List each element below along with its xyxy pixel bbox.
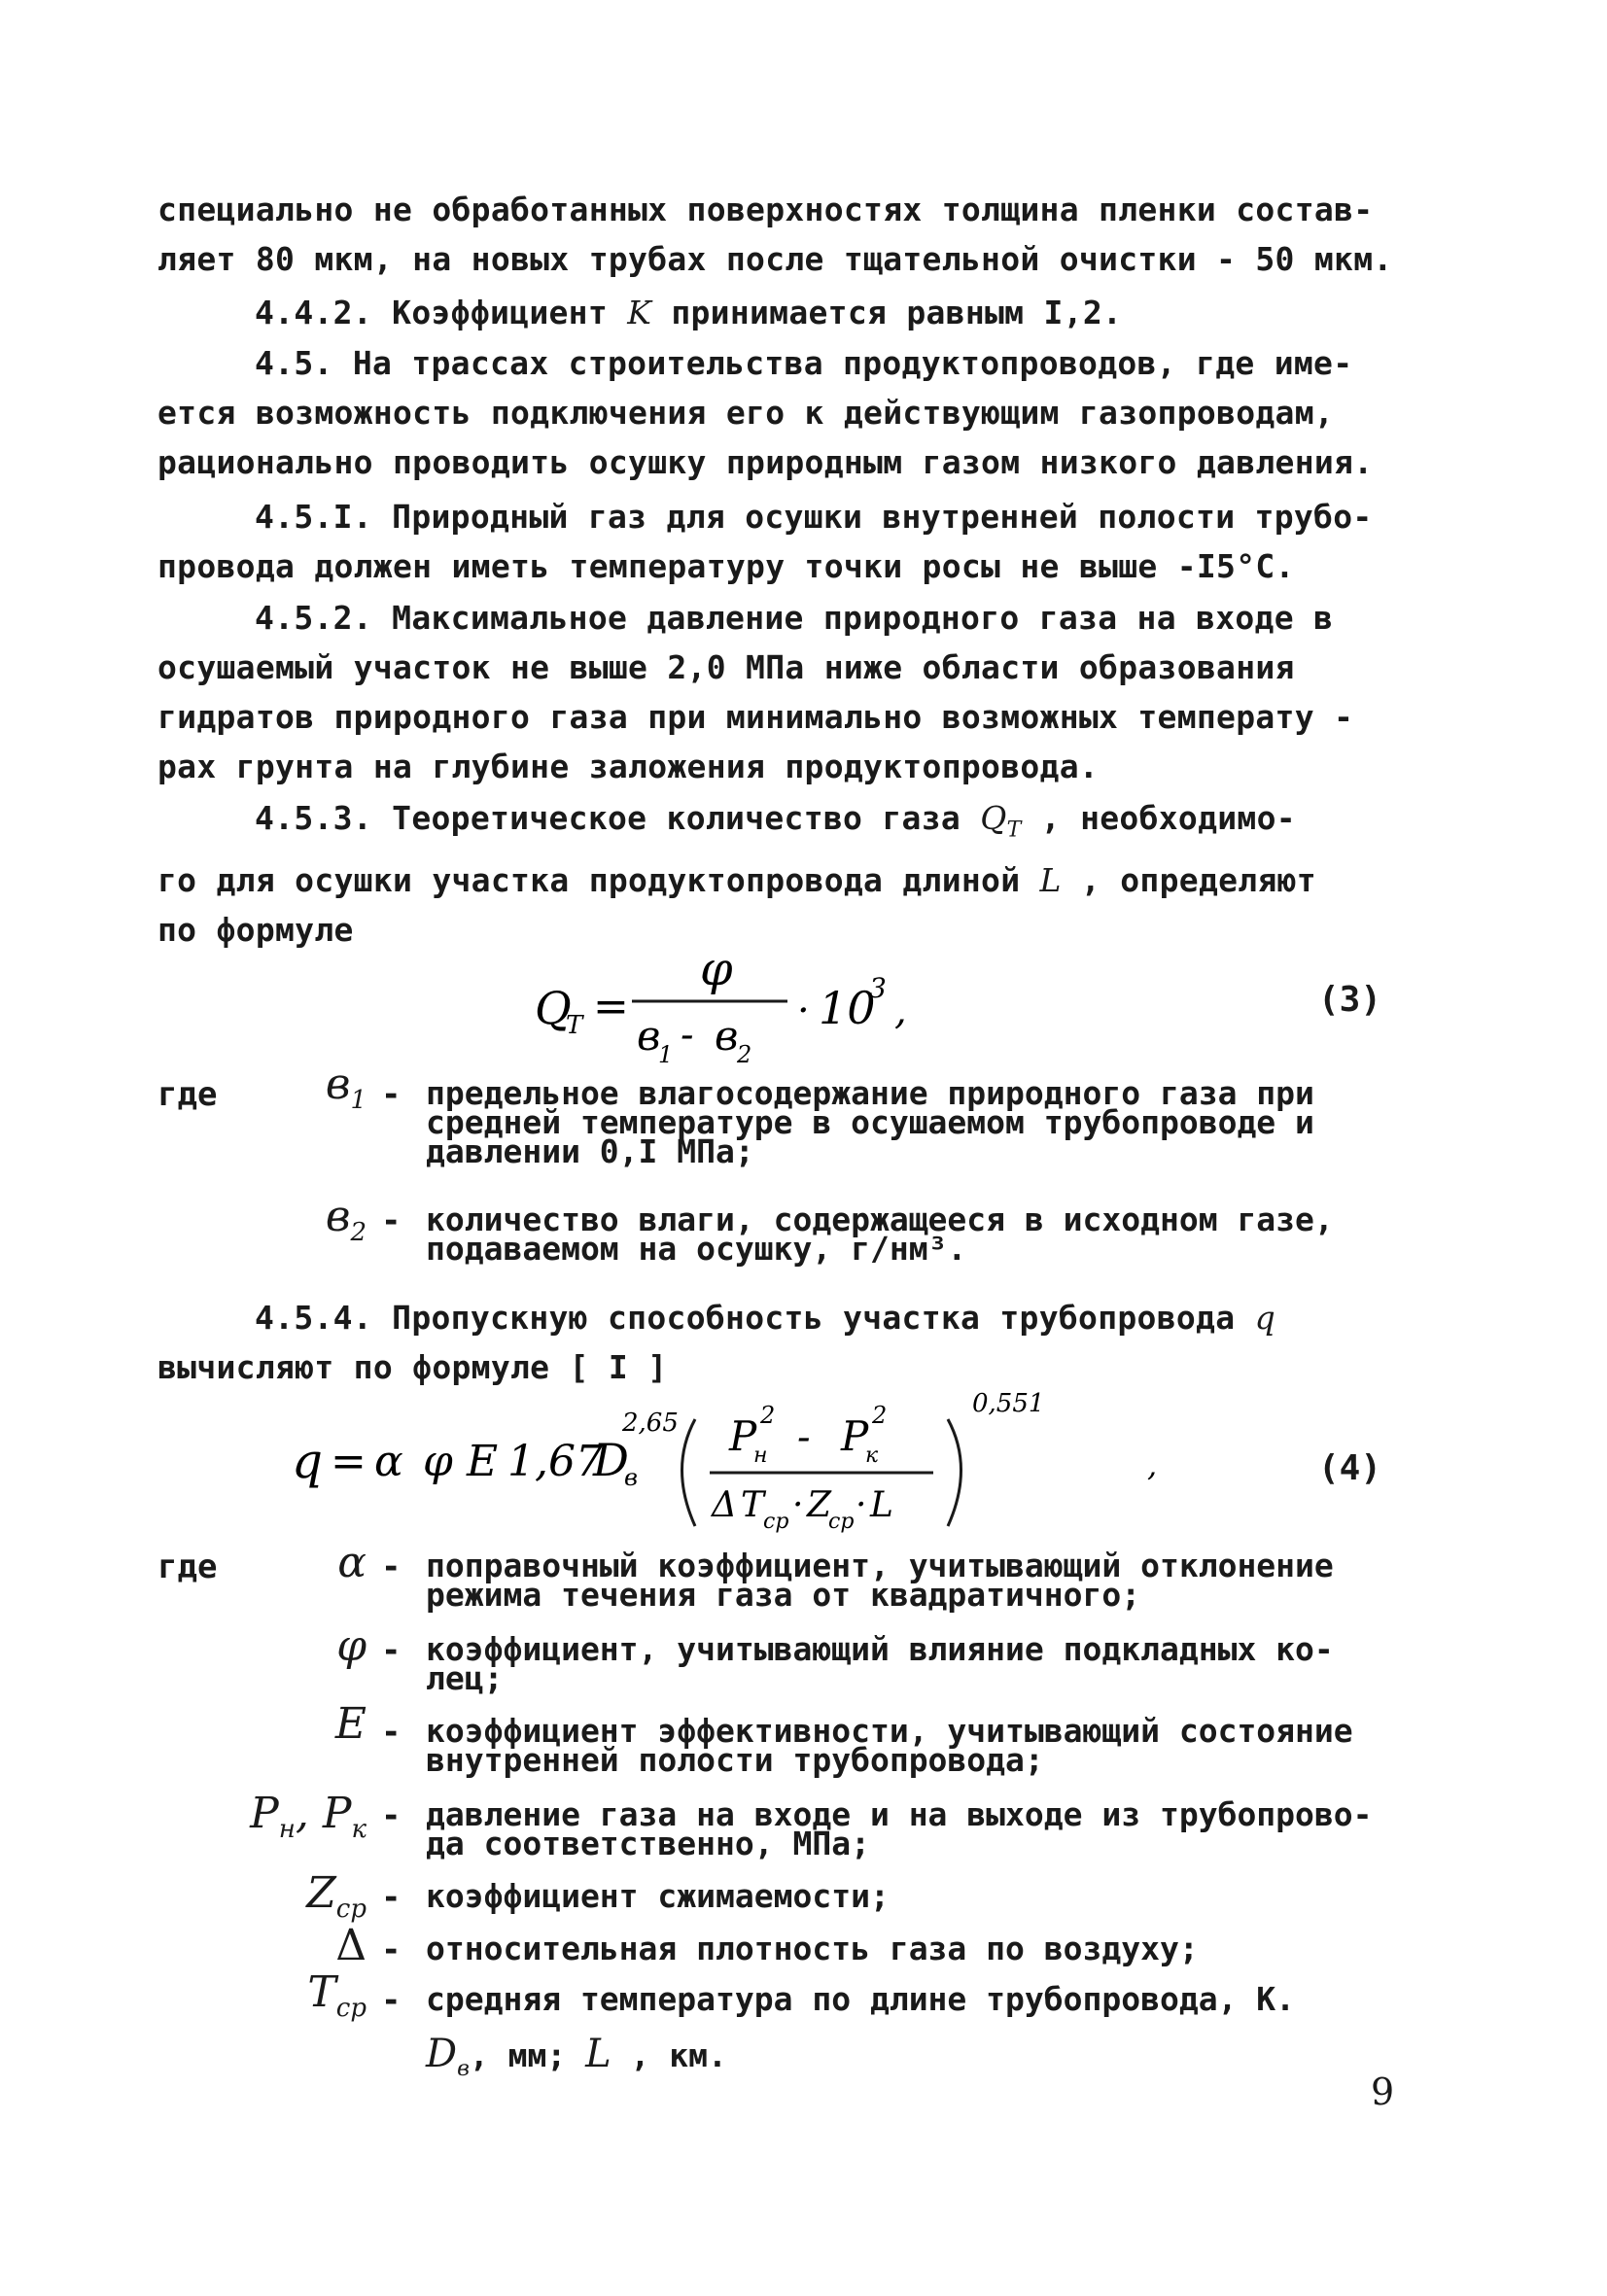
svg-text:н: н	[753, 1444, 768, 1468]
equation-number-3: (3)	[1317, 980, 1381, 1020]
symbol-zcp: $Z_{ср}$	[306, 1868, 367, 1924]
symbol-alpha: α	[337, 1538, 367, 1587]
symbol-phi: φ	[336, 1621, 367, 1671]
svg-text:2: 2	[760, 1402, 776, 1429]
svg-text:-: -	[681, 1013, 694, 1058]
dash: -	[381, 1201, 402, 1240]
dash: -	[381, 1075, 402, 1114]
svg-text:Δ: Δ	[712, 1485, 737, 1525]
svg-text:ср: ср	[763, 1510, 789, 1534]
svg-text:2: 2	[737, 1041, 752, 1068]
dash: -	[381, 1796, 402, 1835]
svg-text:ср: ср	[828, 1510, 855, 1534]
dash: -	[381, 1548, 402, 1586]
definition-tcp: средняя температура по длине трубопровода, К.	[426, 1980, 1296, 2018]
symbol-b2: $в_2$	[325, 1192, 367, 1247]
definition-zcp: коэффициент сжимаемости;	[426, 1877, 890, 1915]
svg-text:T: T	[566, 1011, 583, 1040]
formula-3	[506, 931, 1050, 1077]
svg-text:в: в	[637, 1012, 661, 1060]
svg-text:L: L	[870, 1485, 893, 1525]
symbol-pn-pk: $P_н$, $P_к$	[250, 1789, 367, 1844]
paragraph-thickness: специально не обработанных поверхностях толщина пленки состав- ляет 80 мкм, на новых трубах после тщательной очистки - 50 мкм.	[157, 191, 1393, 278]
paragraph-4-5-1: 4.5.I. Природный газ для осушки внутренней полости трубо- провода должен иметь температуру точки росы не выше -I5°С.	[157, 498, 1373, 585]
svg-text:·: ·	[792, 1485, 804, 1525]
paragraph-4-5: 4.5. На трассах строительства продуктопроводов, где име- ется возможность подключения его к действующим газопроводам, рационально проводить осушку природным газом низкого давления.	[157, 344, 1374, 481]
symbol-tcp: $T_{ср}$	[307, 1967, 367, 2023]
paragraph-4-4-2: 4.4.2. Коэффициент K принимается равным I,2.	[255, 294, 1123, 331]
symbol-e: E	[334, 1699, 367, 1749]
definition-alpha: поправочный коэффициент, учитывающий отклонение режима течения газа от квадратичного;	[426, 1547, 1334, 1614]
svg-text:T: T	[741, 1485, 765, 1525]
svg-text:E: E	[467, 1437, 499, 1486]
svg-text:P: P	[841, 1412, 869, 1460]
where-label: где	[157, 1075, 218, 1114]
svg-text:1: 1	[658, 1041, 674, 1068]
svg-text:0,551: 0,551	[972, 1389, 1045, 1418]
svg-text:к: к	[865, 1444, 879, 1468]
svg-text:P: P	[729, 1412, 757, 1460]
symbol-b1: $в_1$	[325, 1060, 367, 1115]
definition-pn-pk: давление газа на входе и на выходе из трубопрово- да соответственно, МПа;	[426, 1795, 1373, 1862]
dash: -	[381, 1981, 402, 2020]
svg-text:φ: φ	[700, 942, 733, 996]
units-line: $D_в$, мм; L , км.	[426, 2032, 727, 2081]
page-number: 9	[1371, 2070, 1395, 2113]
dash: -	[381, 1713, 402, 1752]
paragraph-4-5-3: 4.5.3. Теоретическое количество газа $Q_T$ , необходимо- го для осушки участка продуктопровода длиной L , определяют по формуле	[157, 799, 1316, 949]
svg-text:=: =	[331, 1437, 367, 1486]
symbol-delta: Δ	[335, 1921, 367, 1970]
svg-text:3: 3	[869, 972, 887, 1004]
definition-b2: количество влаги, содержащееся в исходном газе, подаваемом на осушку, г/нм³.	[426, 1200, 1334, 1268]
svg-text:2,65: 2,65	[622, 1409, 679, 1438]
paragraph-4-5-2: 4.5.2. Максимальное давление природного газа на входе в осушаемый участок не выше 2,0 МПа ниже области образования гидратов природного газа при минимально возможных температу - рах грунта на глубине заложения продуктопровода.	[157, 599, 1354, 785]
svg-text:Q: Q	[535, 982, 572, 1034]
svg-text:1,67: 1,67	[507, 1437, 603, 1486]
equation-number-4: (4)	[1317, 1448, 1381, 1488]
svg-text:α: α	[374, 1437, 403, 1486]
svg-text:D: D	[593, 1434, 629, 1486]
definition-phi: коэффициент, учитывающий влияние подкладных ко- лец;	[426, 1630, 1334, 1697]
paragraph-4-5-4: 4.5.4. Пропускную способность участка трубопровода q вычисляют по формуле [ I ]	[157, 1299, 1275, 1386]
svg-text:,: ,	[894, 989, 907, 1033]
formula-4	[292, 1380, 1167, 1550]
dash: -	[381, 1878, 402, 1917]
svg-text:в: в	[624, 1464, 638, 1491]
dash: -	[381, 1931, 402, 1969]
svg-text:в: в	[715, 1012, 739, 1060]
svg-text:=: =	[593, 982, 629, 1031]
definition-e: коэффициент эффективности, учитывающий состояние внутренней полости трубопровода;	[426, 1712, 1353, 1779]
definition-delta: относительная плотность газа по воздуху;	[426, 1930, 1199, 1967]
where-label: где	[157, 1548, 218, 1586]
svg-text:2: 2	[872, 1402, 888, 1429]
svg-text:·: ·	[797, 989, 810, 1033]
svg-text:q: q	[292, 1433, 324, 1489]
svg-text:-: -	[797, 1415, 811, 1460]
dash: -	[381, 1631, 402, 1670]
svg-text:φ: φ	[423, 1437, 453, 1486]
svg-text:10: 10	[819, 982, 876, 1034]
svg-text:,: ,	[1147, 1446, 1158, 1483]
definition-b1: предельное влагосодержание природного газа при средней температуре в осушаемом трубопроводе и давлении 0,I МПа;	[426, 1074, 1314, 1170]
svg-text:·: ·	[856, 1485, 867, 1525]
svg-text:Z: Z	[807, 1485, 832, 1525]
